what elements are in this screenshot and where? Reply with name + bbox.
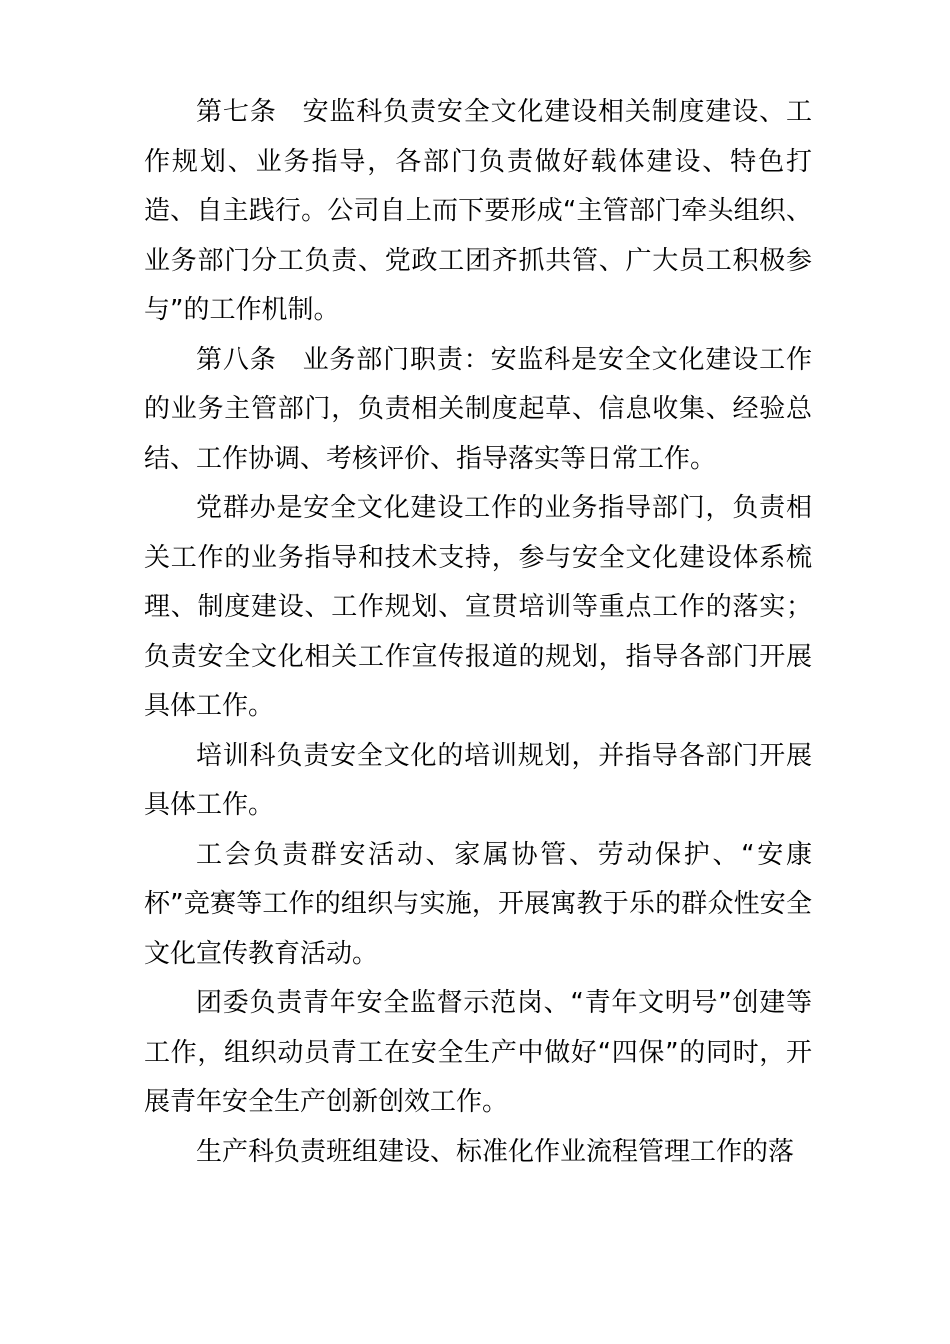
paragraph-text: 党群办是安全文化建设工作的业务指导部门，负责相关工作的业务指导和技术支持，参与安全文化建设体系梳理、制度建设、工作规划、宣贯培训等重点工作的落实；负责安全文化相关工作宣传报道的规划，指导各部门开展具体工作。 (144, 493, 812, 721)
paragraph-text: 团委负责青年安全监督示范岗、“青年文明号”创建等工作，组织动员青工在安全生产中做好“四保”的同时，开展青年安全生产创新创效工作。 (144, 988, 812, 1117)
paragraph-training-dept (144, 732, 812, 831)
paragraph-production-dept (144, 1128, 812, 1178)
paragraph-text: 业务部门职责：安监科是安全文化建设工作的业务主管部门，负责相关制度起草、信息收集、经验总结、工作协调、考核评价、指导落实等日常工作。 (144, 344, 812, 474)
paragraph-text: 安监科负责安全文化建设相关制度建设、工作规划、业务指导，各部门负责做好载体建设、特色打造、自主践行。公司自上而下要形成“主管部门牵头组织、业务部门分工负责、党政工团齐抓共管、广大员工积极参与”的工作机制。 (144, 97, 812, 325)
article-number: 第七条 (196, 97, 277, 127)
paragraph-party-office (144, 484, 812, 732)
paragraph-labor-union (144, 831, 812, 980)
paragraph-article-7 (144, 88, 812, 336)
paragraph-youth-league (144, 979, 812, 1128)
paragraph-text: 培训科负责安全文化的培训规划，并指导各部门开展具体工作。 (144, 740, 812, 820)
paragraph-text: 生产科负责班组建设、标准化作业流程管理工作的落 (196, 1136, 795, 1167)
article-number: 第八条 (196, 344, 277, 375)
paragraph-article-8 (144, 336, 812, 485)
document-body (144, 88, 812, 1177)
paragraph-text: 工会负责群安活动、家属协管、劳动保护、“安康杯”竞赛等工作的组织与实施，开展寓教于乐的群众性安全文化宣传教育活动。 (144, 839, 812, 969)
